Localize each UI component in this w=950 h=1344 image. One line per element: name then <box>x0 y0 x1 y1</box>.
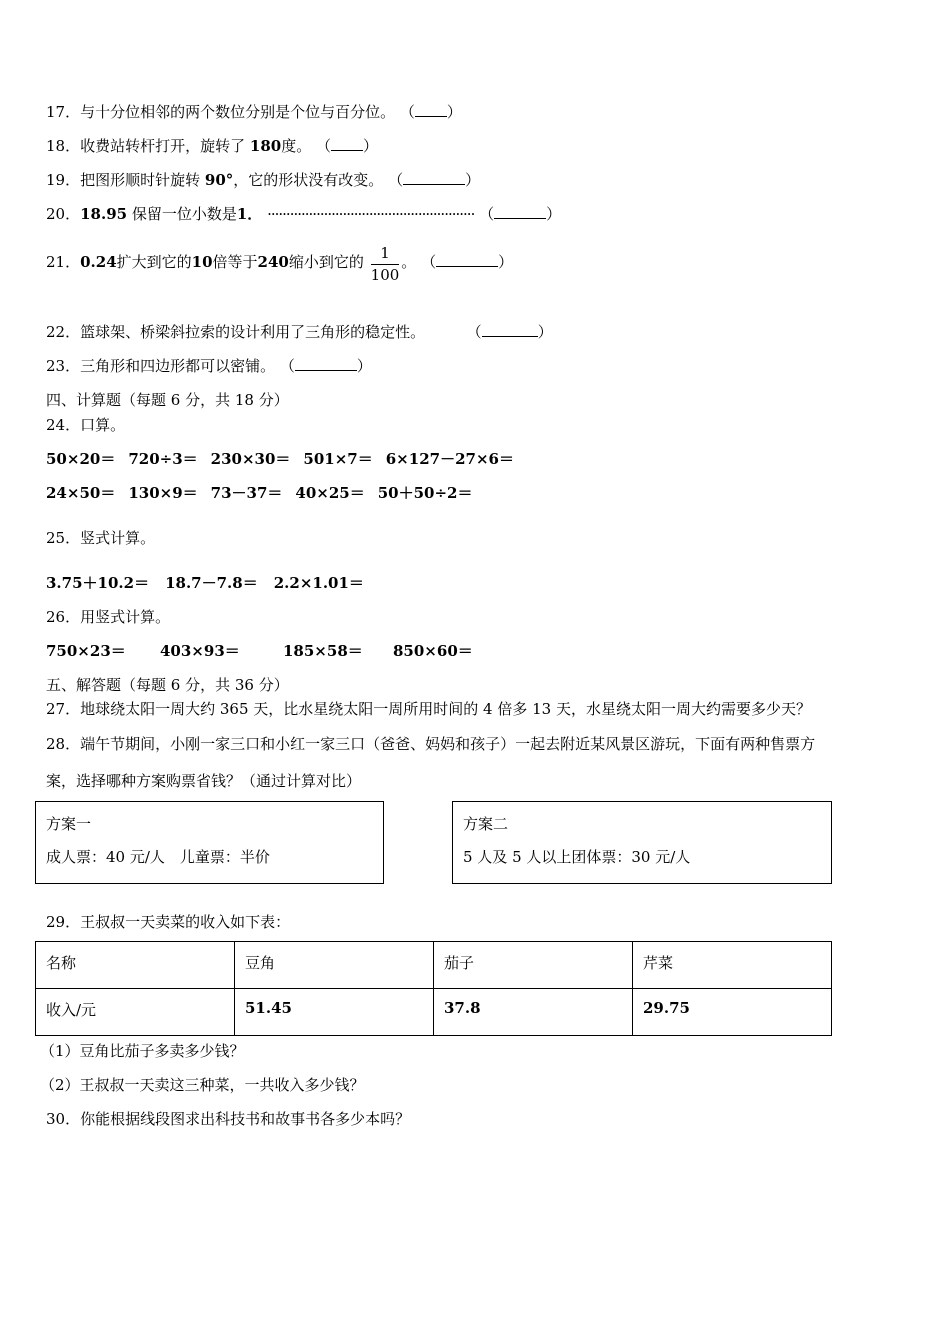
question-18: 18．收费站转杆打开，旋转了 180度。 （ ） <box>46 137 379 155</box>
section-heading-calculation: 四、计算题（每题 6 分，共 18 分） <box>46 391 289 409</box>
answer-blank[interactable] <box>436 252 498 267</box>
table-cell: 名称 <box>36 942 235 989</box>
question-29-sub-1: （1）豆角比茄子多卖多少钱？ <box>40 1042 245 1060</box>
table-cell: 芹菜 <box>633 942 832 989</box>
question-24-title: 24．口算。 <box>46 416 126 434</box>
question-27: 27．地球绕太阳一周大约 365 天，比水星绕太阳一周所用时间的 4 倍多 13 天，水星绕太阳一周大约需要多少天？ <box>46 700 811 718</box>
question-28-line-1: 28．端午节期间，小刚一家三口和小红一家三口（爸爸、妈妈和孩子）一起去附近某风景区游玩，下面有两种售票方 <box>46 735 816 753</box>
answer-blank[interactable] <box>494 204 546 219</box>
mental-math-row-1: 50×20＝ 720÷3＝ 230×30＝ 501×7＝ 6×127－27×6＝ <box>46 450 514 468</box>
table-cell: 29.75 <box>633 989 832 1036</box>
table-header-row <box>36 942 832 989</box>
table-cell: 豆角 <box>235 942 434 989</box>
answer-blank[interactable] <box>295 356 357 371</box>
income-table <box>35 941 832 1036</box>
question-20: 20．18.95 保留一位小数是1． ······················································· （ ） <box>46 205 562 223</box>
question-29-title: 29．王叔叔一天卖菜的收入如下表： <box>46 913 291 931</box>
question-23: 23．三角形和四边形都可以密铺。 （ ） <box>46 357 372 375</box>
plan-two-box <box>452 801 832 884</box>
question-26-title: 26．用竖式计算。 <box>46 608 171 626</box>
question-17: 17．与十分位相邻的两个数位分别是个位与百分位。 （ ） <box>46 103 462 121</box>
plan-two-title: 方案二 <box>463 815 509 833</box>
vertical-calc-items: 750×23＝ 403×93＝ 185×58＝ 850×60＝ <box>46 642 473 660</box>
answer-blank[interactable] <box>415 102 447 117</box>
table-cell: 茄子 <box>434 942 633 989</box>
question-19: 19．把图形顺时针旋转 90°，它的形状没有改变。 （ ） <box>46 171 481 189</box>
question-30: 30．你能根据线段图求出科技书和故事书各多少本吗？ <box>46 1110 411 1128</box>
table-cell: 37.8 <box>434 989 633 1036</box>
question-29-sub-2: （2）王叔叔一天卖这三种菜，一共收入多少钱？ <box>40 1076 365 1094</box>
plan-one-title: 方案一 <box>46 815 92 833</box>
table-cell: 51.45 <box>235 989 434 1036</box>
answer-blank[interactable] <box>482 322 538 337</box>
question-21: 21．0.24扩大到它的10倍等于240缩小到它的 $\frac{1}{100}$ 。 （ ） <box>46 243 514 284</box>
answer-blank[interactable] <box>403 170 465 185</box>
answer-blank[interactable] <box>331 136 363 151</box>
mental-math-row-2: 24×50＝ 130×9＝ 73－37＝ 40×25＝ 50＋50÷2＝ <box>46 484 473 502</box>
question-22: 22．篮球架、桥梁斜拉索的设计利用了三角形的稳定性。 （ ） <box>46 323 553 341</box>
plan-one-detail: 成人票：40 元/人 儿童票：半价 <box>46 848 270 866</box>
table-row <box>36 989 832 1036</box>
plan-one-box <box>35 801 384 884</box>
vertical-calc-row: 3.75＋10.2＝ 18.7－7.8＝ 2.2×1.01＝ <box>46 574 364 592</box>
fraction-one-hundredth: $\frac{1}{100}$ <box>370 243 400 284</box>
plan-two-detail: 5 人及 5 人以上团体票：30 元/人 <box>463 848 691 866</box>
question-25-title: 25．竖式计算。 <box>46 529 156 547</box>
question-28-line-2: 案，选择哪种方案购票省钱？（通过计算对比） <box>46 772 362 790</box>
section-heading-word-problems: 五、解答题（每题 6 分，共 36 分） <box>46 676 289 694</box>
table-cell: 收入/元 <box>36 989 235 1036</box>
